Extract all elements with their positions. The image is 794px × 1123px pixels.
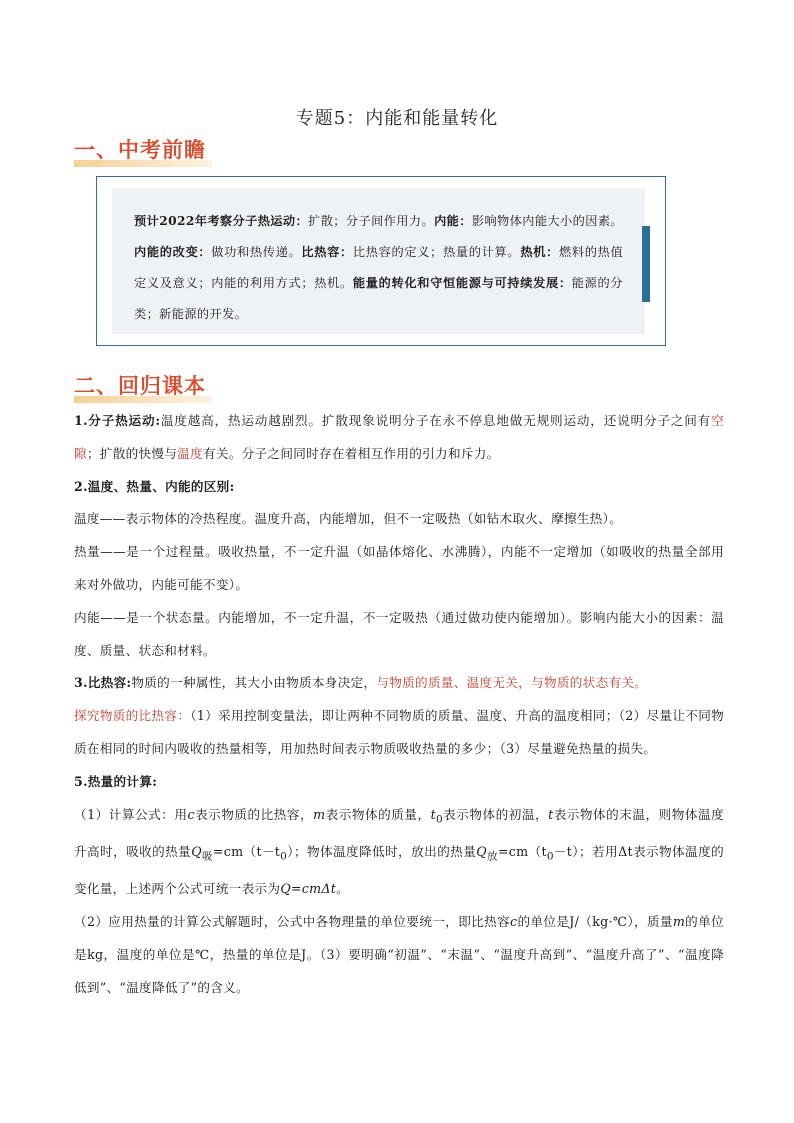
item1-title: 1.分子热运动: <box>74 413 161 428</box>
item1-text: ；扩散的快慢与 <box>86 445 178 461</box>
item5-units-paragraph: （2）应用热量的计算公式解题时，公式中各物理量的单位要统一，即比热容c的单位是J/（kg·℃），质量m的单位是kg，温度的单位是℃，热量的单位是J。（3）要明确“初温”、“末温”、“温度升高到”、“温度升高了”、“温度降低到”、“温度降低了”的含义。 <box>74 913 724 995</box>
forecast-bold: 能量的转化和守恒能源与可持续发展： <box>352 276 572 290</box>
forecast-text: 影响物体内能大小的因素。 <box>471 214 624 228</box>
forecast-frame <box>96 176 666 346</box>
right-accent-bar <box>642 226 650 302</box>
item5-title: 5.热量的计算: <box>74 773 158 789</box>
item3-experiment <box>74 700 724 766</box>
var-c: c <box>187 806 195 822</box>
var-m: m <box>313 806 326 822</box>
item3-paragraph <box>74 667 724 700</box>
forecast-bold: 比热容： <box>301 245 353 259</box>
item1-highlight: 空隙 <box>74 413 724 461</box>
var-m: m <box>672 913 686 929</box>
item3-highlight: 与物质的质量、温度无关，与物质的状态有关。 <box>376 675 648 691</box>
forecast-text: 能源的分类；新能源的开发。 <box>134 276 623 321</box>
unified-formula: Q=cmΔt <box>280 881 337 897</box>
var-q-release: Q <box>476 843 487 859</box>
forecast-text: 比热容的定义；热量的计算。 <box>352 245 521 259</box>
forecast-bold: 热机： <box>520 245 559 259</box>
item1-highlight: 温度 <box>177 445 203 461</box>
forecast-bold: 内能的改变： <box>134 245 212 259</box>
forecast-text: 做功和热传递。 <box>211 245 302 259</box>
item2-temperature: 温度——表示物体的冷热程度。温度升高，内能增加，但不一定吸热（如钻木取火、摩擦生热）。 <box>74 511 623 527</box>
item1-text: 温度越高，热运动越剧烈。扩散现象说明分子在永不停息地做无规则运动，还说明分子之间有 <box>160 413 712 428</box>
section-heading-textbook: 二、回归课本 <box>74 370 206 400</box>
forecast-bold: 内能： <box>434 214 472 228</box>
item1-text: 有关。分子之间同时存在着相互作用的引力和斥力。 <box>202 445 500 461</box>
item2-heat: 热量——是一个过程量。吸收热量，不一定升温（如晶体熔化、水沸腾），内能不一定增加（如吸收的热量全部用来对外做功，内能可能不变）。 <box>74 544 724 592</box>
item2-internal-energy: 内能——是一个状态量。内能增加，不一定升温，不一定吸热（通过做功使内能增加）。影响内能大小的因素：温度、质量、状态和材料。 <box>74 609 724 658</box>
item3-title: 3.比热容: <box>74 675 132 691</box>
var-t0: t <box>430 806 436 822</box>
item5-formula-paragraph: （1）计算公式：用c表示物质的比热容，m表示物体的质量，$t_0$表示物体的初温，t表示物体的末温，则物体温度升高时，吸收的热量$Q_吸=cm(t-t_0)$；物体温度降低时，放出的热量$Q_放=cm(t_0-t)$；若用Δt表示物体温度的变化量，上述两个公式可统一表示为Q=cmΔt。 <box>74 806 725 897</box>
item3-text: 物质的一种属性，其大小由物质本身决定， <box>131 675 377 691</box>
item1-paragraph <box>74 405 724 471</box>
item3-experiment-title: 探究物质的比热容： <box>74 708 191 724</box>
forecast-text: 扩散；分子间作用力。 <box>308 214 435 228</box>
var-c: c <box>510 913 518 929</box>
page-title: 专题5：内能和能量转化 <box>295 108 499 129</box>
textbook-body <box>74 405 724 1004</box>
forecast-text: 燃料的热值定义及意义；内能的利用方式；热机。 <box>134 245 624 290</box>
var-t: t <box>548 806 554 822</box>
section-heading-forecast: 一、中考前瞻 <box>74 134 206 164</box>
item2-title: 2.温度、热量、内能的区别: <box>74 478 235 494</box>
forecast-box <box>112 188 645 334</box>
forecast-bold: 预计2022年考察分子热运动： <box>134 214 309 228</box>
var-q-absorb: Q <box>191 843 202 859</box>
item3-experiment-text: （1）采用控制变量法，即让两种不同物质的质量、温度、升高的温度相同；（2）尽量让不同物质在相同的时间内吸收的热量相等，用加热时间表示物质吸收热量的多少；（3）尽量避免热量的损失。 <box>74 708 725 756</box>
